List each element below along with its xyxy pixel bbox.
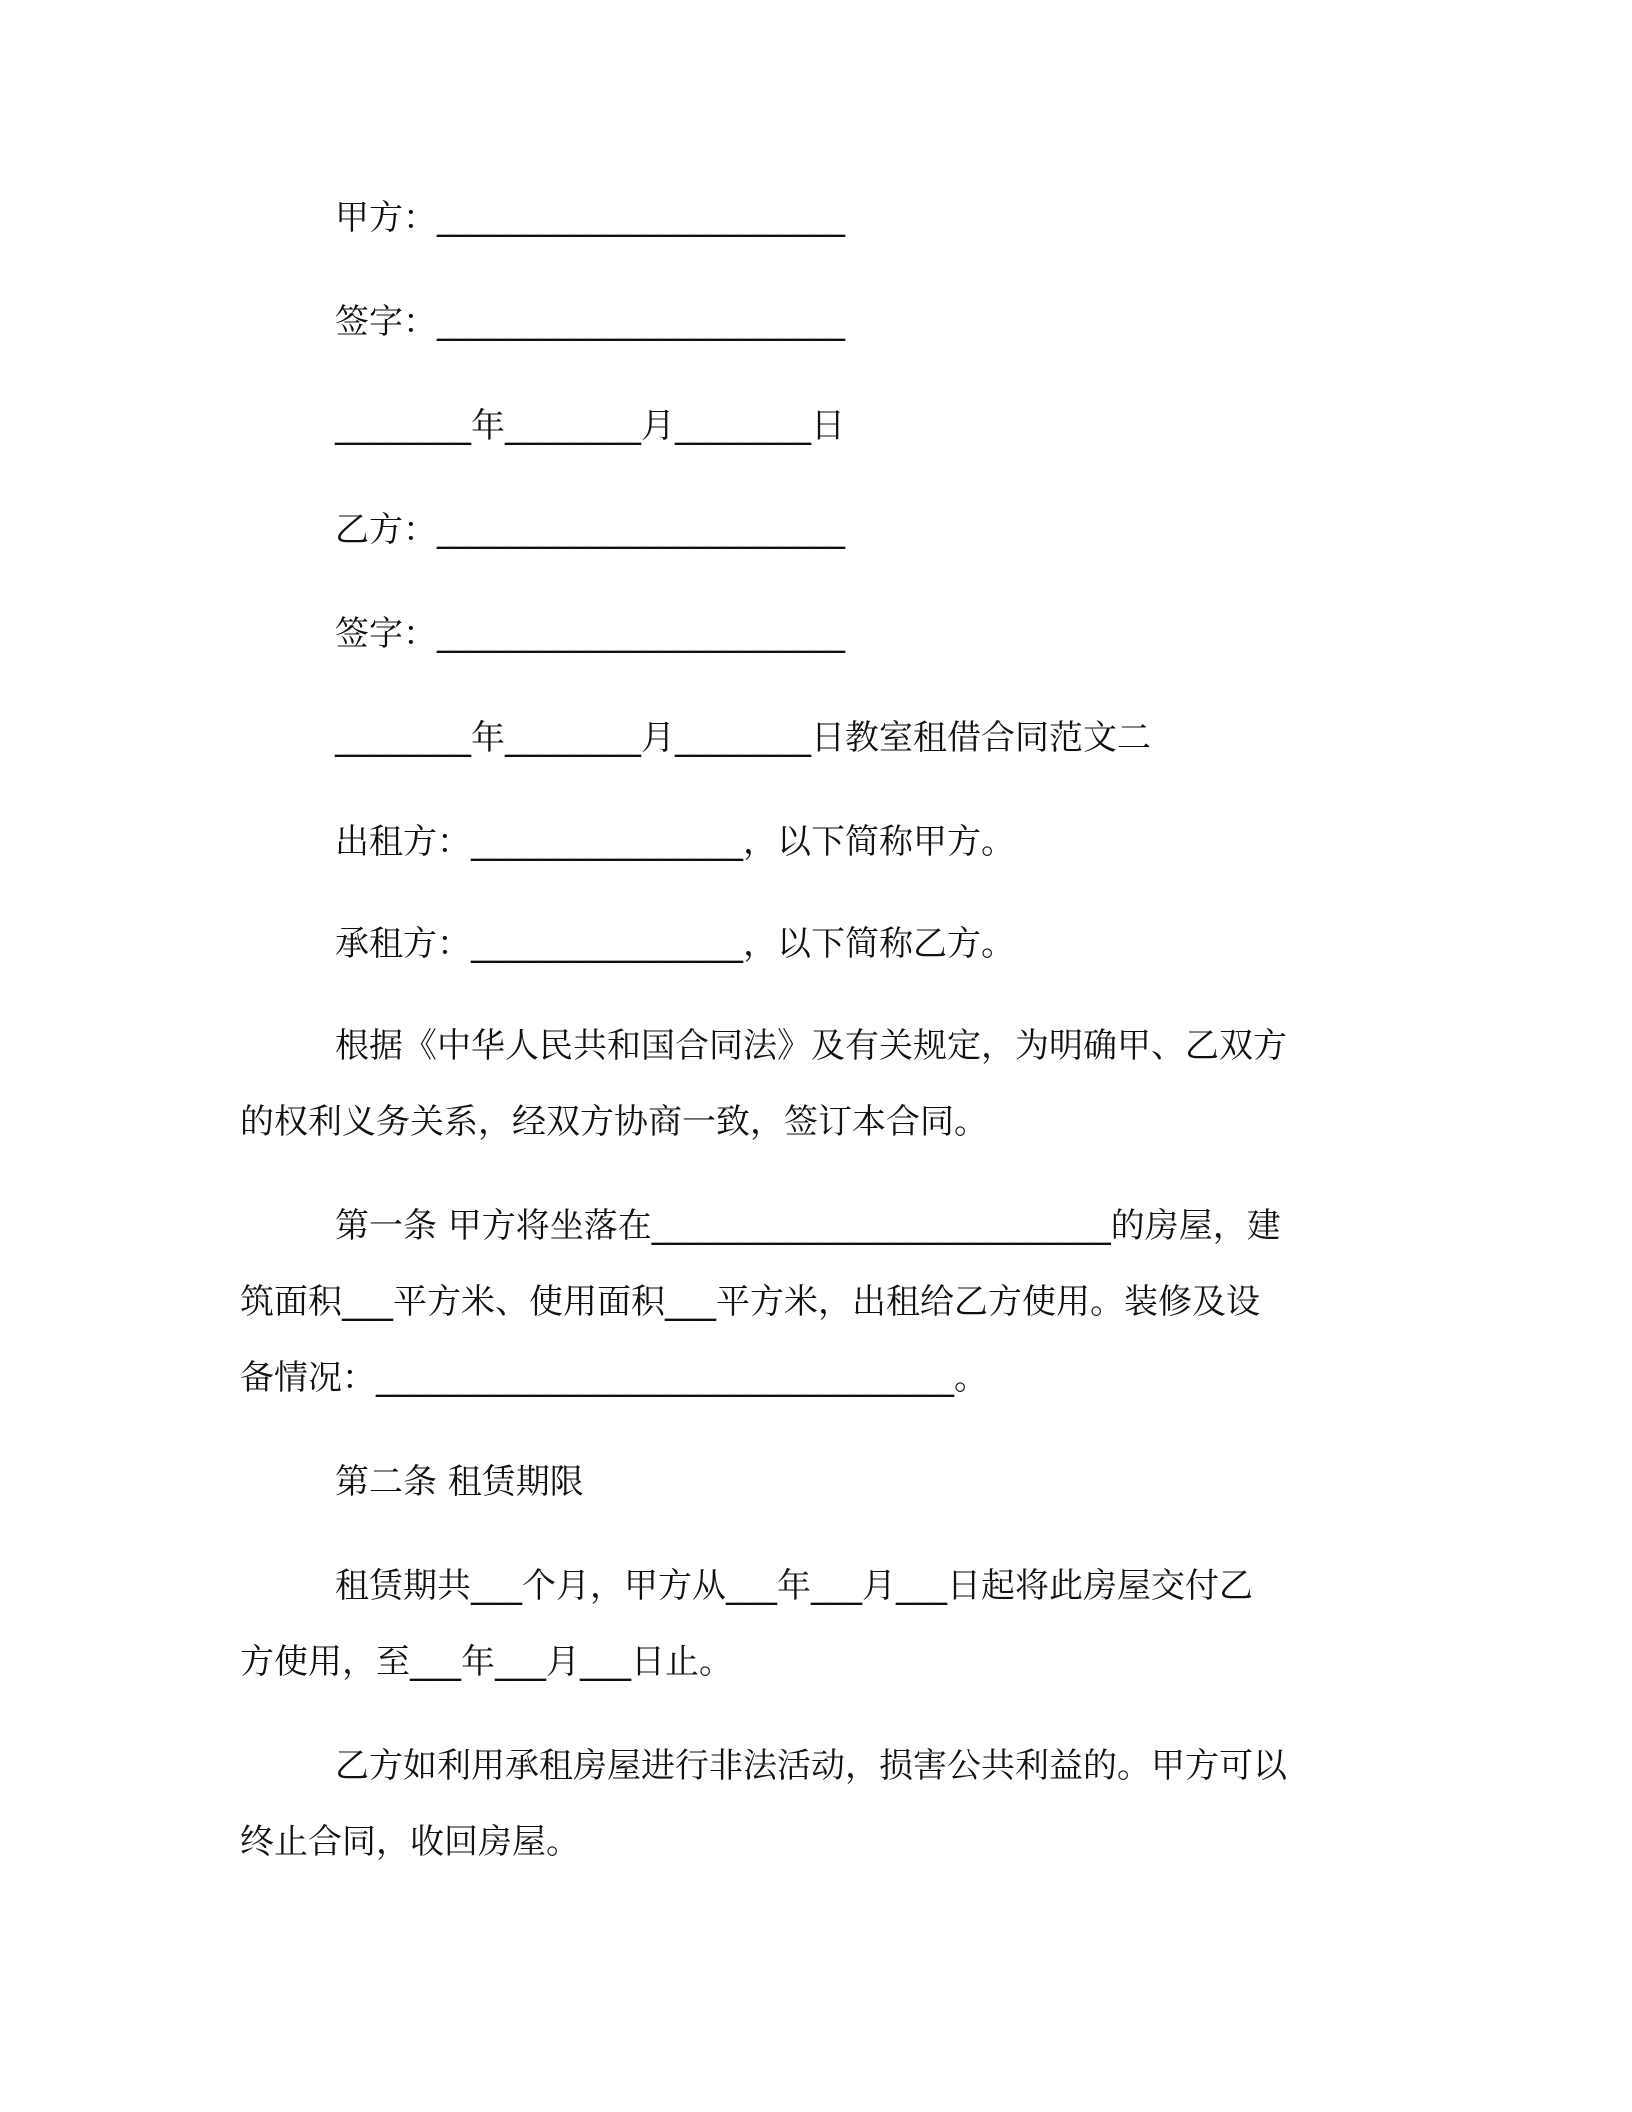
preamble-line-2: 的权利义务关系，经双方协商一致，签订本合同。: [240, 1102, 988, 1142]
lease-term-line-2: 方使用，至___年___月___日止。: [240, 1642, 733, 1682]
date-and-title-line: ________年________月________日教室租借合同范文二: [335, 718, 1151, 758]
article-1-line-3: 备情况：__________________________________。: [240, 1358, 988, 1398]
termination-line-2: 终止合同，收回房屋。: [240, 1822, 580, 1862]
lease-term-line-1: 租赁期共___个月，甲方从___年___月___日起将此房屋交付乙: [335, 1566, 1253, 1606]
article-1-line-2: 筑面积___平方米、使用面积___平方米，出租给乙方使用。装修及设: [240, 1282, 1260, 1322]
lessee-line: 承租方：________________，以下简称乙方。: [335, 924, 1015, 964]
termination-line-1: 乙方如利用承租房屋进行非法活动，损害公共利益的。甲方可以: [335, 1746, 1287, 1786]
party-b-line: 乙方：________________________: [335, 510, 845, 550]
article-1-line-1: 第一条 甲方将坐落在___________________________的房屋，建: [335, 1206, 1281, 1246]
preamble-line-1: 根据《中华人民共和国合同法》及有关规定，为明确甲、乙双方: [335, 1026, 1287, 1066]
party-a-date-line: ________年________月________日: [335, 406, 845, 446]
article-2-heading: 第二条 租赁期限: [335, 1462, 584, 1502]
lessor-line: 出租方：________________，以下简称甲方。: [335, 822, 1015, 862]
party-b-signature-line: 签字：________________________: [335, 614, 845, 654]
party-a-line: 甲方：________________________: [335, 198, 845, 238]
party-a-signature-line: 签字：________________________: [335, 302, 845, 342]
